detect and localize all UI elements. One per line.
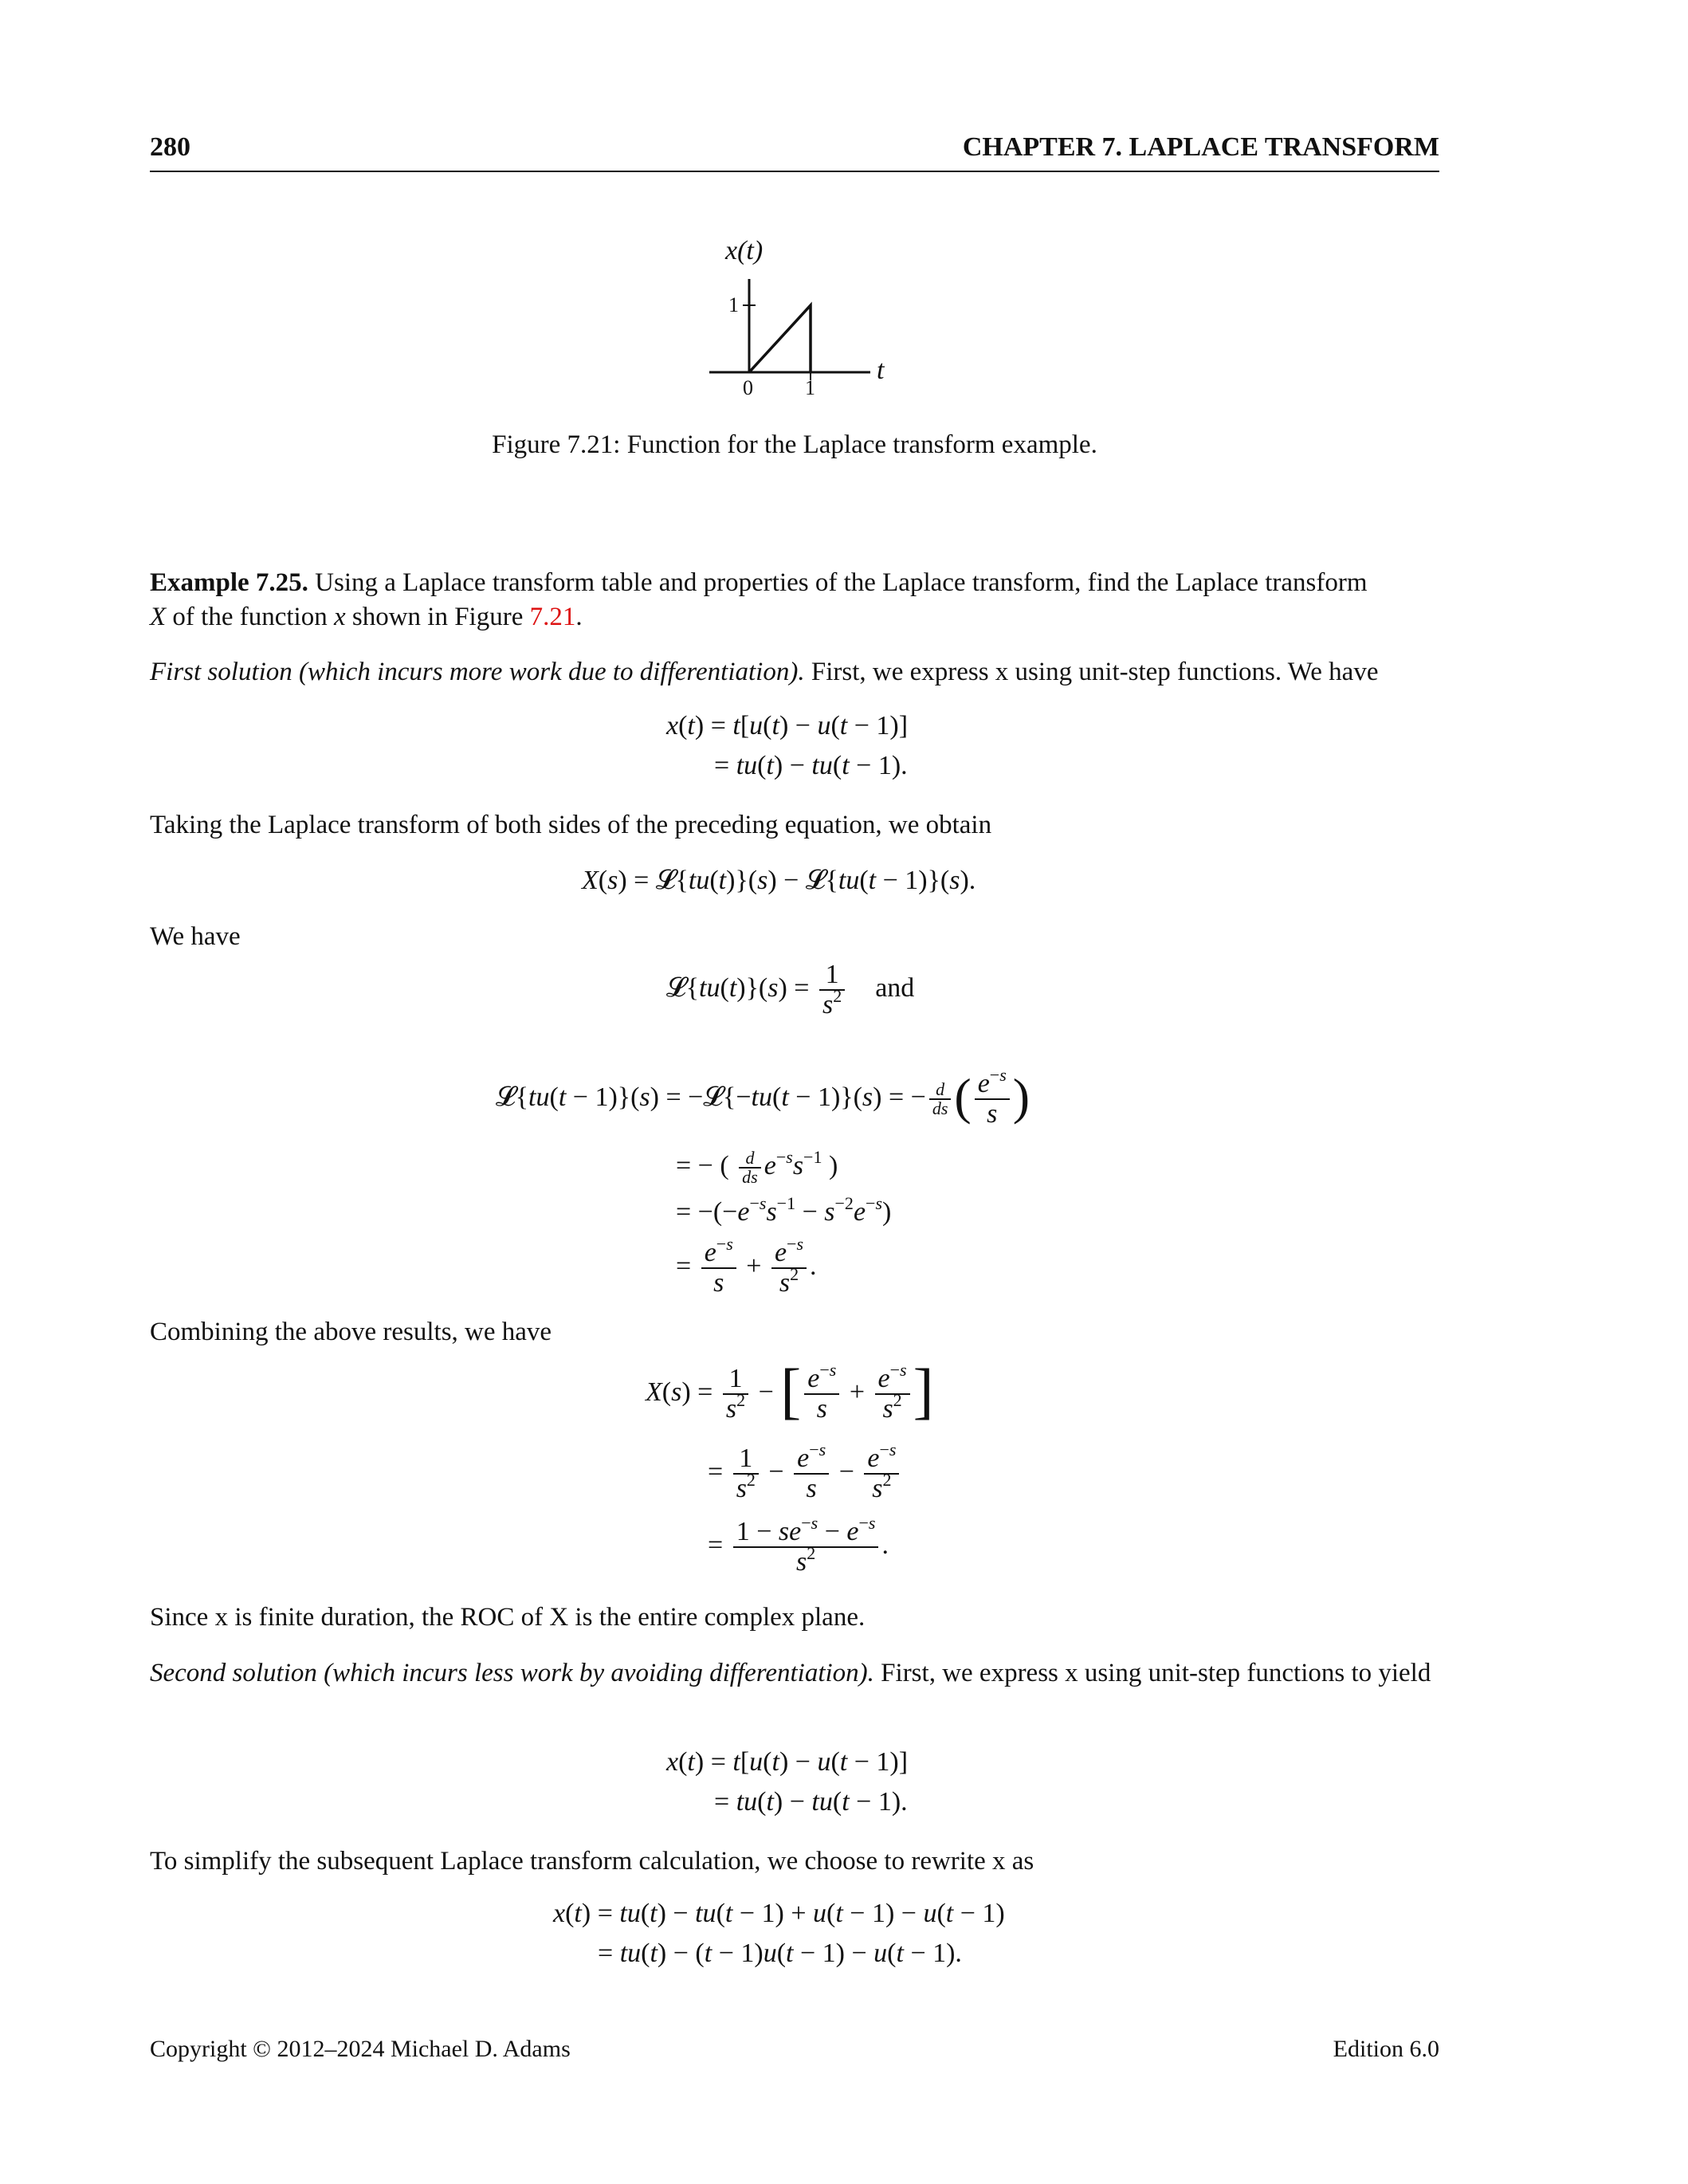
x-tick-label-0: 0 — [743, 376, 753, 399]
simplify-text: To simplify the subsequent Laplace transform calculation, we choose to rewrite x as — [150, 1847, 1034, 1876]
second-solution-intro: Second solution (which incurs less work by avoiding differentiation). First, we express x using unit-step functions to yield — [150, 1659, 1431, 1687]
taking-transform-text: Taking the Laplace transform of both sides of the preceding equation, we obtain — [150, 811, 992, 839]
equation: x(t) = t[u(t) − u(t − 1)] — [666, 711, 909, 740]
chapter-title: CHAPTER 7. LAPLACE TRANSFORM — [962, 132, 1439, 162]
second-solution-heading: Second solution (which incurs less work by avoiding differentiation). — [150, 1659, 874, 1687]
equation: X(s) = 𝓛{tu(t)}(s) − 𝓛{tu(t − 1)}(s). — [582, 866, 976, 895]
figure-caption: Figure 7.21: Function for the Laplace transform example. — [492, 430, 1097, 459]
first-solution-intro: First solution (which incurs more work due to differentiation). First, we express x using unit-step functions. We have — [150, 658, 1379, 686]
ramp-signal — [749, 305, 811, 372]
equation: 𝓛{tu(t)}(s) = $\frac{1}{s^2}$ and — [666, 960, 915, 1019]
roc-text: Since x is finite duration, the ROC of X is the entire complex plane. — [150, 1603, 866, 1632]
equation: = $-(-e^{-s}s^{-1} - s^{-2}e^{-s})$ — [676, 1193, 892, 1227]
page-number: 280 — [150, 132, 190, 162]
example-text: Using a Laplace transform table and properties of the Laplace transform, find the Laplace transform — [315, 568, 1368, 597]
edition: Edition 6.0 — [1333, 2036, 1439, 2062]
equation: = $\frac{1}{s^2}$ − $\frac{e^{-s}}{s}$ − $\frac{e^{-s}}{s^2}$ — [708, 1444, 902, 1503]
combining-text: Combining the above results, we have — [150, 1318, 552, 1346]
figure-plot — [685, 231, 909, 407]
equation: 𝓛{tu(t − 1)}(s) = −𝓛{−tu(t − 1)}(s) = − $\frac{d}{ds}$ ( $\frac{e^{-s}}{s}$ ) — [496, 1065, 1030, 1129]
copyright: Copyright © 2012–2024 Michael D. Adams — [150, 2036, 571, 2062]
example-statement: Example 7.25. Using a Laplace transform table and properties of the Laplace transform, find the Laplace transform X of the function x shown in Figure 7.21. — [150, 568, 1368, 631]
first-solution-heading: First solution (which incurs more work due to differentiation). — [150, 658, 805, 686]
equation: x(t) = tu(t) − tu(t − 1) + u(t − 1) − u(t − 1) — [553, 1899, 1005, 1928]
equation: = $\frac{e^{-s}}{s}$ + $\frac{e^{-s}}{s^2}$ . — [676, 1234, 817, 1298]
equation: = $\frac{1 - se^{-s} - e^{-s}}{s^2}$ . — [708, 1513, 889, 1577]
x-axis-label: t — [877, 355, 885, 385]
equation: = tu(t) − tu(t − 1). — [714, 1787, 908, 1817]
equation: x(t) = t[u(t) − u(t − 1)] — [666, 1747, 909, 1777]
y-tick-label: 1 — [728, 293, 739, 316]
equation: = tu(t) − (t − 1)u(t − 1) − u(t − 1). — [598, 1938, 962, 1968]
equation: = − ( $\frac{d}{ds}$ $e^{-s}s^{-1}$ ) — [676, 1146, 838, 1187]
x-tick-label-1: 1 — [805, 376, 815, 399]
we-have-text: We have — [150, 922, 241, 951]
y-axis-label: x(t) — [725, 236, 764, 265]
equation: = tu(t) − tu(t − 1). — [714, 751, 908, 780]
equation: X(s) = $\frac{1}{s^2}$ − [ $\frac{e^{-s}}{s}$ + $\frac{e^{-s}}{s^2}$ ] — [646, 1355, 934, 1425]
header-rule — [150, 171, 1439, 172]
example-title: Example 7.25. — [150, 568, 308, 597]
figure-reference-link[interactable]: 7.21 — [529, 603, 576, 631]
